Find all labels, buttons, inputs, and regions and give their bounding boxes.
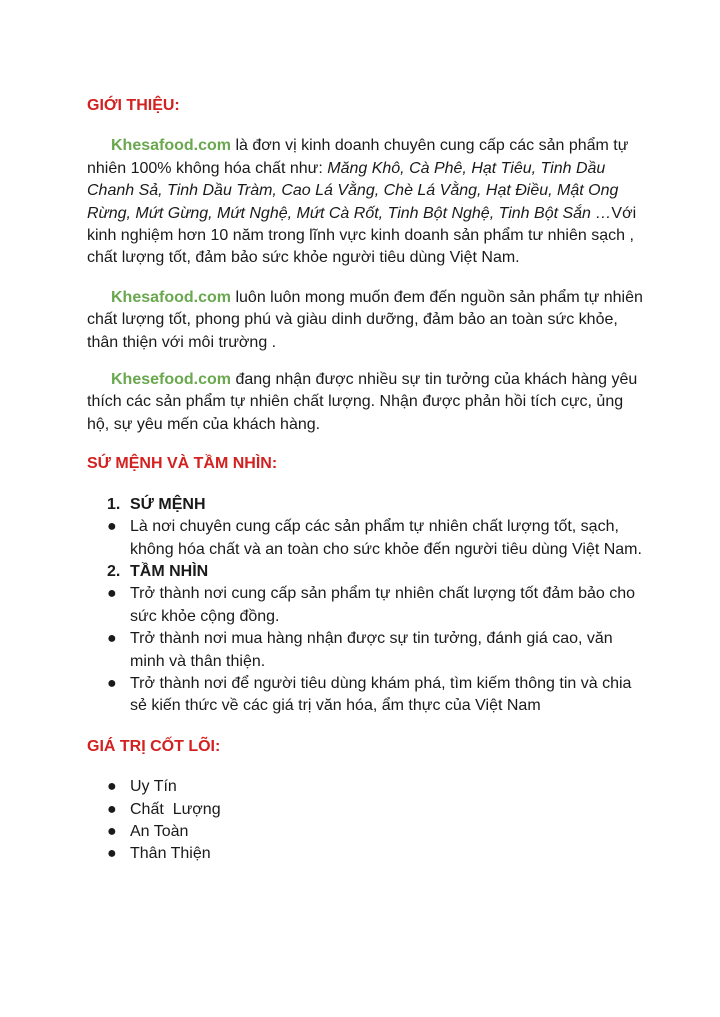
number-marker: 2. [107,562,121,580]
page-right-margin [642,0,720,1017]
mission-list [87,494,647,718]
list-item [87,628,647,673]
brand-link[interactable]: Khesefood.com [111,371,232,389]
mission-item-2 [87,561,647,583]
mission-item-title: TẦM NHÌN [130,562,209,580]
list-item [87,776,647,798]
value-text: An Toàn [130,822,189,840]
bullet-icon: ● [107,674,117,692]
list-item [87,673,647,718]
list-item-text: Là nơi chuyên cung cấp các sản phẩm tự nhiên chất lượng tốt, sạch, không hóa chất và an toàn cho sức khỏe đến người tiêu dùng Việt Nam. [130,518,642,558]
intro-paragraph-3 [87,369,647,436]
brand-link[interactable]: Khesafood.com [111,288,232,306]
bullet-icon: ● [107,518,117,536]
value-text: Chất Lượng [130,800,221,818]
list-item-text: Trở thành nơi mua hàng nhận được sự tin tưởng, đánh giá cao, văn minh và thân thiện. [130,630,613,670]
bullet-icon: ● [107,822,117,840]
number-marker: 1. [107,495,121,513]
list-item-text: Trở thành nơi cung cấp sản phẩm tự nhiên chất lượng tốt đảm bảo cho sức khỏe cộng đồng. [130,585,636,625]
p3-text: đang nhận được nhiều sự tin tưởng của khách hàng yêu thích các sản phẩm tự nhiên chất lượng. Nhận được phản hồi tích cực, ủng hộ, sự yêu mến của khách hàng. [87,371,638,433]
bullet-icon: ● [107,800,117,818]
p2-text: luôn luôn mong muốn đem đến nguồn sản phẩm tự nhiên chất lượng tốt, phong phú và giàu dinh dưỡng, đảm bảo an toàn sức khỏe, thân thiện với môi trường . [87,288,643,351]
p1-text-a: là đơn vị kinh doanh chuyên cung cấp các sản phẩm tự nhiên 100% không hóa chất như: [87,137,629,177]
list-item [87,843,647,865]
list-item [87,799,647,821]
list-item [87,821,647,843]
bullet-icon: ● [107,585,117,603]
mission-item-1 [87,494,647,516]
values-heading: GIÁ TRỊ CỐT LÕI: [87,737,221,755]
p1-text-b: Với kinh nghiệm hơn 10 năm trong lĩnh vực kinh doanh sản phẩm tư nhiên sạch , chất lượng tốt, đảm bảo sức khỏe người tiêu dùng Việt Nam. [87,204,637,267]
bullet-icon: ● [107,845,117,863]
intro-heading: GIỚI THIỆU: [87,97,180,114]
bullet-icon: ● [107,778,117,796]
product-list: Măng Khô, Cà Phê, Hạt Tiêu, Tinh Dầu Chanh Sả, Tinh Dầu Tràm, Cao Lá Vằng, Chè Lá Vằng, Hạt Điều, Mật Ong Rừng, Mứt Gừng, Mứt Nghệ, Mứt Cà Rốt, Tinh Bột Nghệ, Tinh Bột Sắn … [87,159,619,222]
list-item-text: Trở thành nơi để người tiêu dùng khám phá, tìm kiếm thông tin và chia sẻ kiến thức về các giá trị văn hóa, ẩm thực của Việt Nam [130,674,632,715]
brand-link[interactable]: Khesafood.com [111,137,232,155]
intro-paragraph-2 [87,287,647,354]
mission-heading: SỨ MỆNH VÀ TẦM NHÌN: [87,455,278,473]
list-item [87,516,647,561]
document-content [87,95,647,866]
page-left-margin [0,0,78,1017]
mission-item-title: SỨ MỆNH [130,495,206,513]
list-item [87,583,647,628]
value-text: Uy Tín [130,778,177,796]
values-list [87,776,647,866]
bullet-icon: ● [107,630,117,648]
intro-paragraph-1 [87,135,647,269]
value-text: Thân Thiện [130,845,211,863]
